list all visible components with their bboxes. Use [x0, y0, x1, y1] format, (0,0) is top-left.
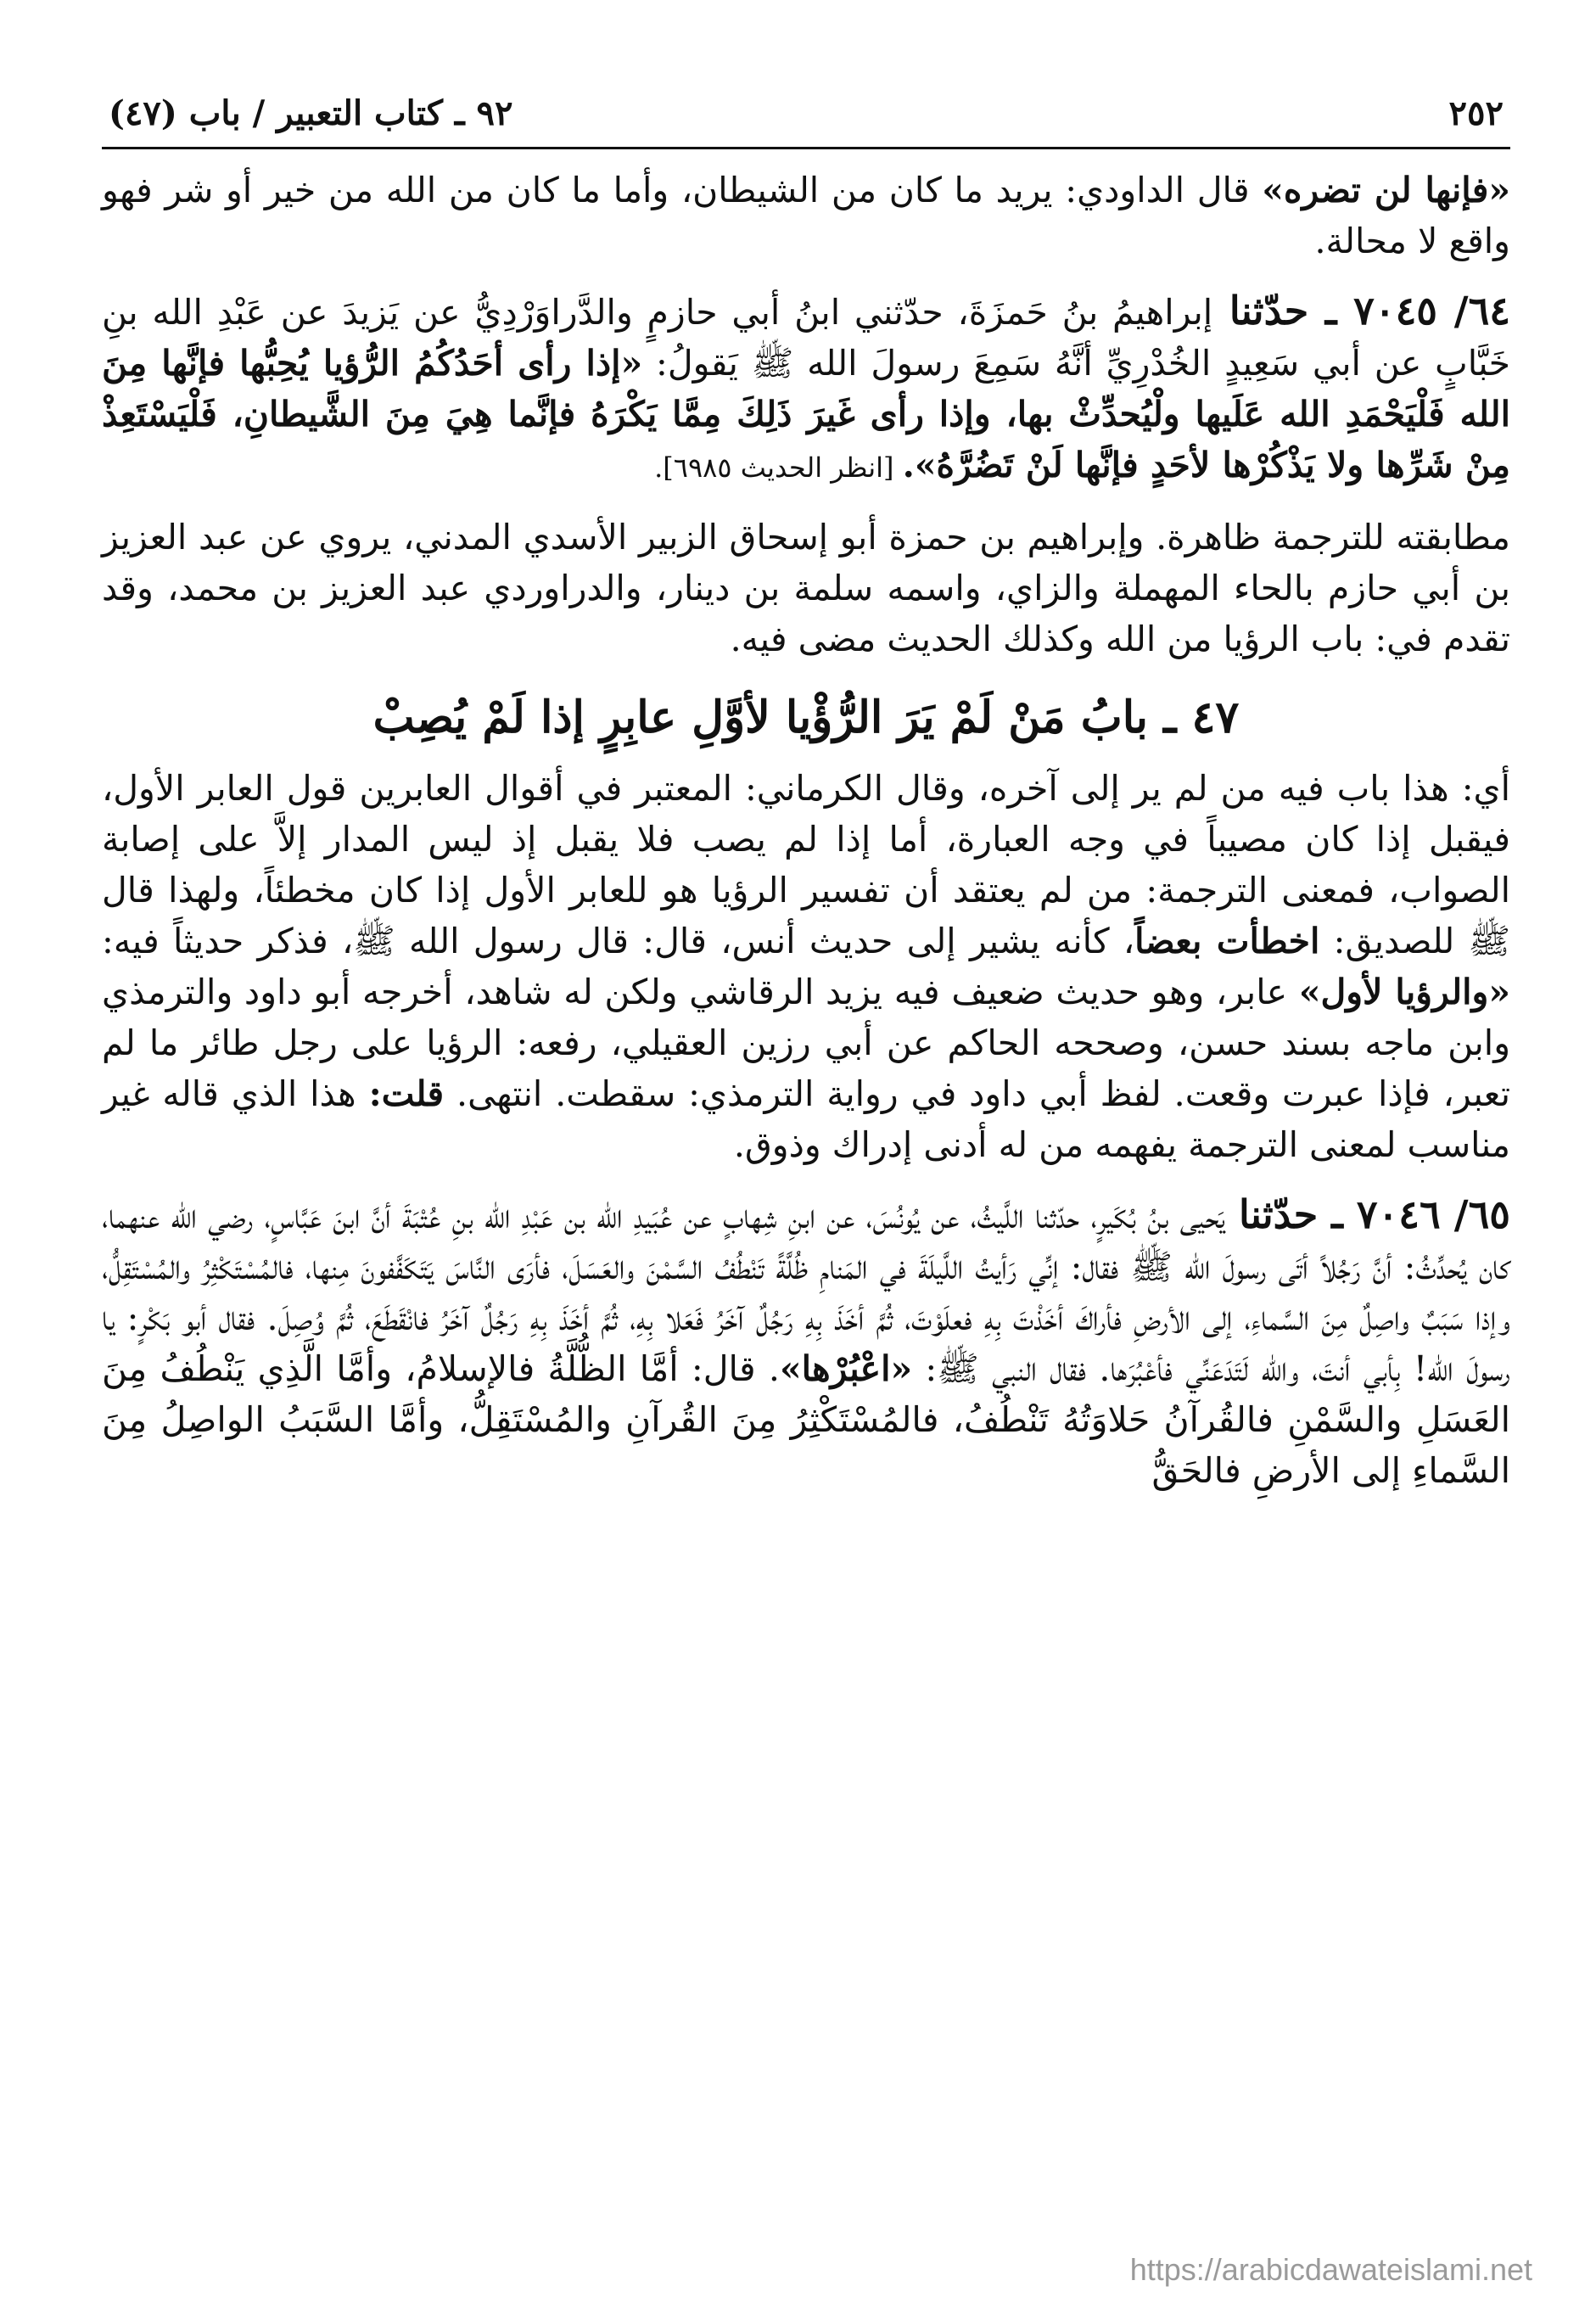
- bold-phrase: «والرؤيا لأول»: [1298, 972, 1510, 1012]
- bold-phrase: «اعْبُرْها»: [779, 1348, 913, 1389]
- qultu-label: قلت:: [368, 1073, 445, 1114]
- commentary-paragraph-2: [102, 512, 1510, 664]
- quoted-phrase: «فإنها لن تضره»: [1262, 170, 1510, 210]
- running-head: [102, 93, 1510, 149]
- bold-phrase: اخطأت بعضاً: [1134, 921, 1320, 961]
- page-content: [102, 165, 1510, 1496]
- paragraph-text: عابر، وهو حديث ضعيف فيه يزيد الرقاشي ولكن له شاهد، أخرجه أبو داود والترمذي وابن ماجه بسند حسن، وصححه الحاكم عن أبي رزين العقيلي، رفعه: الرؤيا على رجل طائر ما لم تعبر، فإذا عبرت وقعت. لفظ أبي داود في رواية الترمذي: سقطت. انتهى.: [102, 972, 1510, 1114]
- paragraph-text: هذا الذي قاله غير مناسب لمعنى الترجمة يفهمه من له أدنى إدراك وذوق.: [102, 1073, 1510, 1165]
- watermark: https://arabicdawateislami.net: [1129, 2252, 1532, 2287]
- hadith-reference: [انظر الحديث ٦٩٨٥].: [654, 451, 903, 484]
- paragraph-text: مطابقته للترجمة ظاهرة. وإبراهيم بن حمزة أبو إسحاق الزبير الأسدي المدني، يروي عن عبد العزيز بن أبي حازم بالحاء المهملة والزاي، واسمه سلمة بن دينار، والدراوردي عبد العزيز بن محمد، وقد تقدم في: باب الرؤيا من الله وكذلك الحديث مضى فيه.: [102, 517, 1510, 659]
- running-title: ٩٢ ـ كتاب التعبير / باب (٤٧): [109, 93, 513, 133]
- paragraph-text: ، كأنه يشير إلى حديث أنس، قال: قال رسول الله ﷺ، فذكر حديثاً فيه:: [102, 921, 1135, 961]
- book-page: [102, 93, 1510, 1515]
- haddathana-label: ـ حدّثنا: [1212, 288, 1354, 333]
- hadith-7046: [102, 1189, 1510, 1496]
- paragraph-text: قال الداودي: يريد ما كان من الشيطان، وأما ما كان من الله من خير أو شر فهو واقع لا محالة.: [102, 170, 1510, 261]
- hadith-isnad: إبراهيمُ بنُ حَمزَةَ، حدّثني ابنُ أبي حازمٍ والدَّراوَرْدِيُّ عن يَزيدَ عن عَبْدِ الله بنِ خَبَّابٍ عن أبي سَعِيدٍ الخُدْرِيِّ أنَّهُ سَمِعَ رسولَ الله ﷺ يَقولُ:: [102, 292, 1510, 384]
- hadith-number: ٦٤/ ٧٠٤٥: [1353, 288, 1510, 333]
- haddathana-label: ـ حدّثنا: [1224, 1191, 1357, 1237]
- chapter-heading: ٤٧ ـ بابُ مَنْ لَمْ يَرَ الرُّؤْيا لأوَّلِ عابِرٍ إذا لَمْ يُصِبْ: [372, 692, 1240, 743]
- page-number: ٢٥٢: [1448, 93, 1504, 133]
- hadith-7045: [102, 285, 1510, 493]
- hadith-text: . قال: أمَّا الظُّلَّةُ فالإسلامُ، وأمَّا الَّذِي يَنْطُفُ مِنَ العَسَلِ والسَّمْنِ فالقُرآنُ حَلاوَتُهُ تَنْطُفُ، فالمُسْتَكْثِرُ مِنَ القُرآنِ والمُسْتَقِلُّ، وأمَّا السَّبَبُ الواصِلُ مِنَ السَّماءِ إلى الأرضِ فالحَقُّ: [102, 1348, 1510, 1491]
- hadith-matn: «إذا رأى أحَدُكُمُ الرُّؤيا يُحِبُّها فإنَّها مِنَ الله فَلْيَحْمَدِ الله عَلَيها ولْيُحدِّثْ بها، وإذا رأى غَيرَ ذَلِكَ مِمَّا يَكْرَهُ فإنَّما هِيَ مِنَ الشَّيطانِ، فَلْيَسْتَعِذْ مِنْ شَرِّها ولا يَذْكُرْها لأحَدٍ فإنَّها لَنْ تَضُرَّهُ».: [102, 343, 1510, 485]
- hadith-number: ٦٥/ ٧٠٤٦: [1356, 1191, 1510, 1237]
- hadith-isnad: يَحيى بنُ بُكَيرٍ، حدّثنا اللَّيثُ، عن يُونُسَ، عن ابنِ شِهابٍ عن عُبَيدِ الله بن عَبْدِ الله بنِ عُتْبَةَ أنَّ ابنَ عَبَّاسٍ، رضي الله عنهما، كان يُحدِّثُ: أنَّ رَجُلاً أتَى رسولَ الله ﷺ فقال: إنِّي رَأيتُ اللَّيلَةَ في المَنامِ ظُلَّةً تَنْطُفُ السَّمْنَ والعَسَلَ، فأرَى النَّاسَ يَتَكَفَّفونَ مِنها، فالمُسْتَكْثِرُ والمُسْتَقِلُّ، وإذا سَبَبٌ واصِلٌ مِنَ السَّماءِ، إلى الأرضِ فأراكَ أخَذْتَ بِهِ فعلَوْتَ، ثُمَّ أخَذَ بِهِ رَجُلٌ آخَرُ فَعَلا بِهِ، ثُمَّ أخَذَ بِهِ رَجُلٌ آخَرُ فانْقَطَعَ، ثُمَّ وُصِلَ. فقال أبو بَكْرٍ: يا رسولَ الله! بِأبي أنتَ، والله لَتَدَعَنِّي فأعْبُرَها. فقال النبي ﷺ:: [102, 1196, 1511, 1389]
- paragraph-text: أي: هذا باب فيه من لم ير إلى آخره، وقال الكرماني: المعتبر في أقوال العابرين قول العابر الأول، فيقبل إذا كان مصيباً في وجه العبارة، أما إذا لم يصب فلا يقبل إذ ليس المدار إلاَّ على إصابة الصواب، فمعنى الترجمة: من لم يعتقد أن تفسير الرؤيا هو للعابر الأول إذا كان مخطئاً، ولهذا قال ﷺ للصديق:: [102, 768, 1510, 961]
- commentary-paragraph-3: [102, 763, 1510, 1170]
- commentary-paragraph-1: [102, 165, 1510, 266]
